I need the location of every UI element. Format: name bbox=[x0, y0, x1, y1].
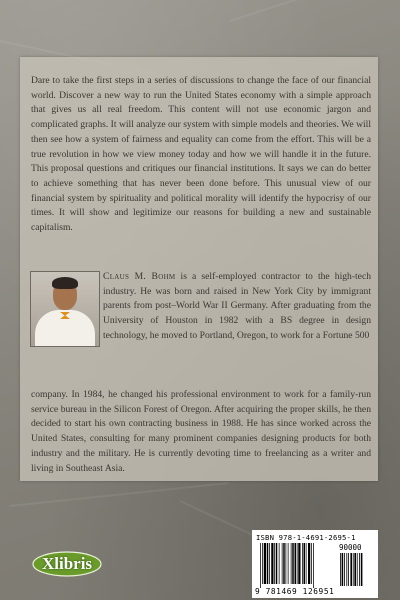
publisher-logo bbox=[32, 551, 102, 577]
author-bio-rest: company. In 1984, he changed his professional environment to work for a family-run service bureau in the Silicon Forest of Oregon. After acquiring the proper skills, he then decided to start his own contracting business in 1988. He has since worked across the United States, consulting for many prominent companies designing products for both industry and the military. He is currently devoting time to freelancing as a writer and living in Southeast Asia. bbox=[31, 389, 371, 474]
author-name: Claus M. Bohm bbox=[103, 271, 176, 282]
author-hair bbox=[52, 277, 78, 289]
stone-texture bbox=[230, 0, 400, 22]
author-photo bbox=[30, 271, 100, 347]
stone-texture bbox=[10, 482, 229, 507]
book-blurb: Dare to take the first steps in a series of discussions to change the face of our financial world. Discover a new way to run the United States economy with a simple approach that gives us all real freedom. This content will not use economic jargon and complicated graphs. It will analyze our system with simple models and theories. We will then see how a system of fairness and equality can come from the effort. This will be a true revolution in how we view money today and how we will handle it in the future. This proposal questions and critiques our financial institutions. It says we can do better to achieve something that has never been done before. This unusual view of our financial system by spirituality and political morality will identify the hypocrisy of our times. It will show and legitimize our reasons for building a new and sustainable capitalism. bbox=[31, 75, 371, 234]
author-bio-text: is a self-employed contractor to the high-tech industry. He was born and raised in New York City by immigrant parents from post–World War II Germany. After graduating from the University of Houston in 1982 with a BS degree in design technology, he moved to Portland, Oregon, to work for a Fortune 500 bbox=[103, 271, 371, 341]
isbn-barcode bbox=[252, 530, 378, 598]
author-bio-first bbox=[103, 270, 371, 344]
publisher-name: Xlibris bbox=[41, 554, 93, 573]
ean-digits: 9 781469 126951 bbox=[255, 587, 335, 596]
stone-texture bbox=[180, 500, 262, 540]
isbn-number: ISBN 978-1-4691-2695-1 bbox=[256, 533, 356, 542]
price-code: 90000 bbox=[339, 543, 362, 552]
